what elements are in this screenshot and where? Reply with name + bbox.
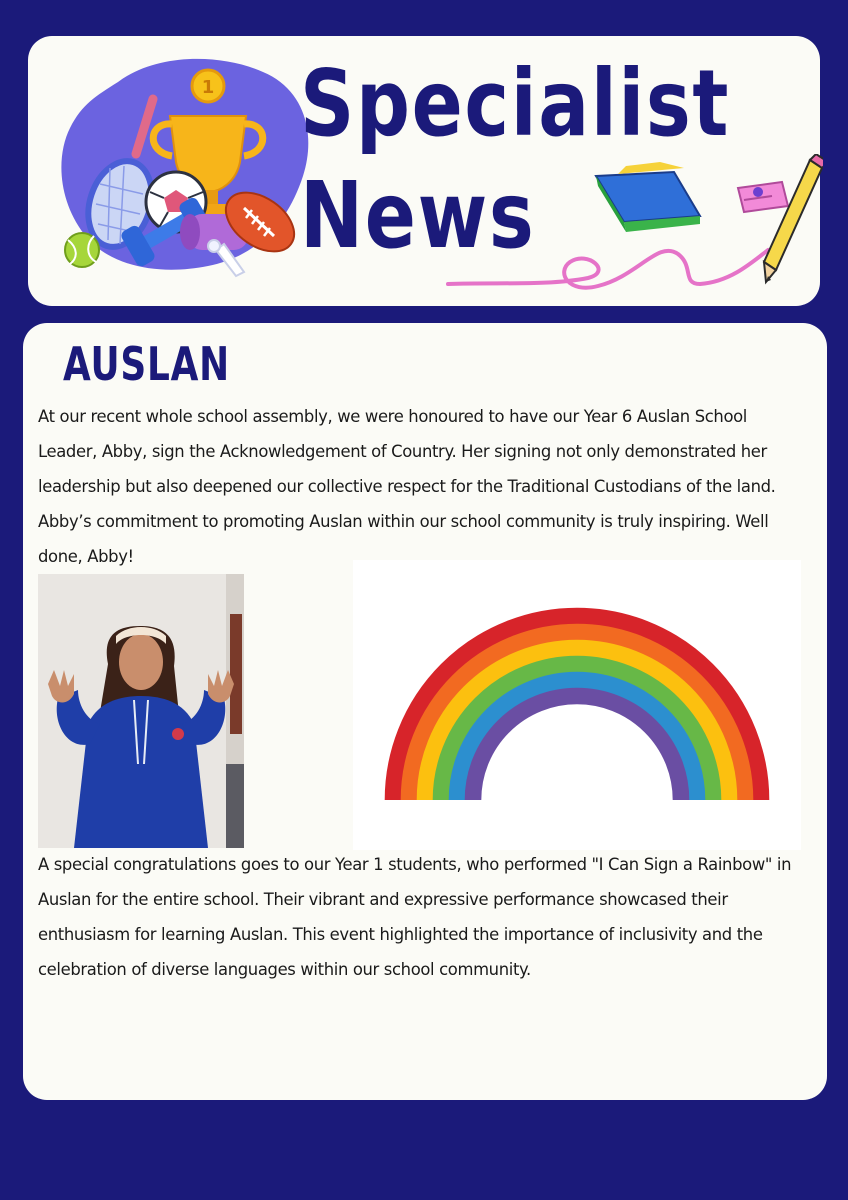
newsletter-title-line-1: Specialist (300, 50, 731, 157)
paragraph-line: Leader, Abby, sign the Acknowledgement of Country. Her signing not only demonstrated her (38, 442, 767, 461)
sharpener-icon (738, 182, 788, 212)
newsletter-title-line-2: News (300, 162, 536, 269)
section-heading: AUSLAN (63, 337, 230, 391)
student-photo (38, 574, 244, 848)
pencil-icon (764, 154, 823, 282)
stationery-clipart (438, 154, 823, 304)
paragraph-line: At our recent whole school assembly, we were honoured to have our Year 6 Auslan School (38, 407, 748, 426)
svg-text:1: 1 (201, 77, 215, 98)
rainbow-image (353, 560, 801, 850)
paragraph-line: done, Abby! (38, 547, 134, 566)
paragraph-line: Auslan for the entire school. Their vibrant and expressive performance showcased their (38, 890, 728, 909)
book-icon (596, 162, 700, 232)
year1-paragraph (38, 847, 818, 987)
paragraph-line: Abby’s commitment to promoting Auslan within our school community is truly inspiring. Well (38, 512, 769, 531)
paragraph-line: enthusiasm for learning Auslan. This event highlighted the importance of inclusivity and the (38, 925, 763, 944)
paragraph-line: A special congratulations goes to our Year 1 students, who performed "I Can Sign a Rainbow" in (38, 855, 792, 874)
header-banner (28, 36, 820, 306)
pink-squiggle (448, 250, 768, 288)
assembly-paragraph (38, 399, 818, 574)
paragraph-line: leadership but also deepened our collective respect for the Traditional Custodians of the land. (38, 477, 776, 496)
auslan-article (23, 323, 827, 1100)
paragraph-line: celebration of diverse languages within our school community. (38, 960, 531, 979)
sports-clipart (48, 44, 313, 284)
tennis-ball-icon (65, 233, 99, 267)
